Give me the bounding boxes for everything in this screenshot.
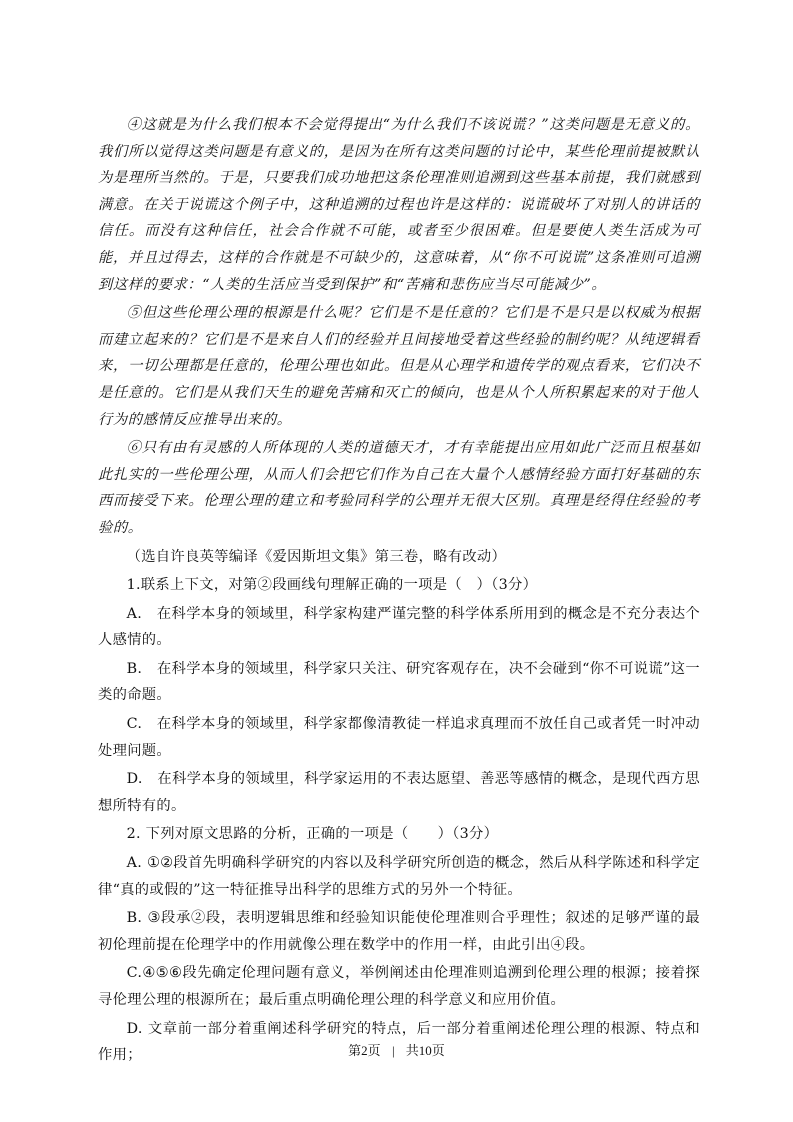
question-2-stem: 2. 下列对原文思路的分析，正确的一项是（ ）（3分） [126,826,499,843]
paragraph-6: ⑥只有由有灵感的人所体现的人类的道德天才，才有幸能提出应用如此广泛而且根基如此扎实的一些伦理公理，从而人们会把它们作为自己在大量个人感情经验方面打好基础的东西而接受下来。伦理公理的建立和考验同科学的公理并无很大区别。真理是经得住经验的考验的。 [98,440,700,536]
paragraph-5: ⑤但这些伦理公理的根源是什么呢？它们是不是任意的？它们是不是只是以权威为根据而建立起来的？它们是不是来自人们的经验并且间接地受着这些经验的制约呢？从纯逻辑看来，一切公理都是任意的，伦理公理也如此。但是从心理学和遗传学的观点看来，它们决不是任意的。它们是从我们天生的避免苦痛和灭亡的倾向，也是从个人所积累起来的对于他人行为的感情反应推导出来的。 [98,305,700,428]
footer-separator: | [391,1043,395,1058]
question-2-option-b: B. ③段承②段，表明逻辑思维和经验知识能使伦理准则合乎理性；叙述的足够严谨的最初伦理前提在伦理学中的作用就像公理在数学中的作用一样，由此引出④段。 [98,910,700,953]
document-body [98,112,700,1071]
question-1-option-c: C. 在科学本身的领域里，科学家都像清教徒一样追求真理而不放任自己或者凭一时冲动处理问题。 [98,716,700,759]
question-2-option-a: A. ①②段首先明确科学研究的内容以及科学研究所创造的概念，然后从科学陈述和科学定律“真的或假的”这一特征推导出科学的思维方式的另外一个特征。 [98,855,700,898]
paragraph-4: ④这就是为什么我们根本不会觉得提出“为什么我们不该说谎？”这类问题是无意义的。我们所以觉得这类问题是有意义的，是因为在所有这类问题的讨论中，某些伦理前提被默认为是理所当然的。于是，只要我们成功地把这条伦理准则追溯到这些基本前提，我们就感到满意。在关于说谎这个例子中，这种追溯的过程也许是这样的：说谎破坏了对别人的讲话的信任。而没有这种信任，社会合作就不可能，或者至少很困难。但是要使人类生活成为可能，并且过得去，这样的合作就是不可缺少的，这意味着，从“你不可说谎”这条准则可追溯到这样的要求：“人类的生活应当受到保护”和“苦痛和悲伤应当尽可能减少”。 [98,117,700,293]
page-number: 第2页 [348,1043,381,1058]
page-total: 共10页 [405,1043,445,1058]
question-1-option-d: D. 在科学本身的领域里，科学家运用的不表达愿望、善恶等感情的概念，是现代西方思想所特有的。 [98,771,700,814]
question-2-option-d: D. 文章前一部分着重阐述科学研究的特点，后一部分着重阐述伦理公理的根源、特点和作用； [98,1020,700,1064]
source-citation: （选自许良英等编译《爱因斯坦文集》第三卷，略有改动） [126,548,507,565]
page-footer [0,1040,793,1059]
question-2-option-c: C.④⑤⑥段先确定伦理问题有意义，举例阐述由伦理准则追溯到伦理公理的根源；接着探寻伦理公理的根源所在；最后重点明确伦理公理的科学意义和应用价值。 [98,965,700,1008]
question-1-option-b: B. 在科学本身的领域里，科学家只关注、研究客观存在，决不会碰到“你不可说谎”这一类的命题。 [98,660,700,704]
question-1-option-a: A. 在科学本身的领域里，科学家构建严谨完整的科学体系所用到的概念是不充分表达个人感情的。 [98,605,700,649]
question-1-stem: 1.联系上下文，对第②段画线句理解正确的一项是（ ）（3分） [126,577,538,594]
